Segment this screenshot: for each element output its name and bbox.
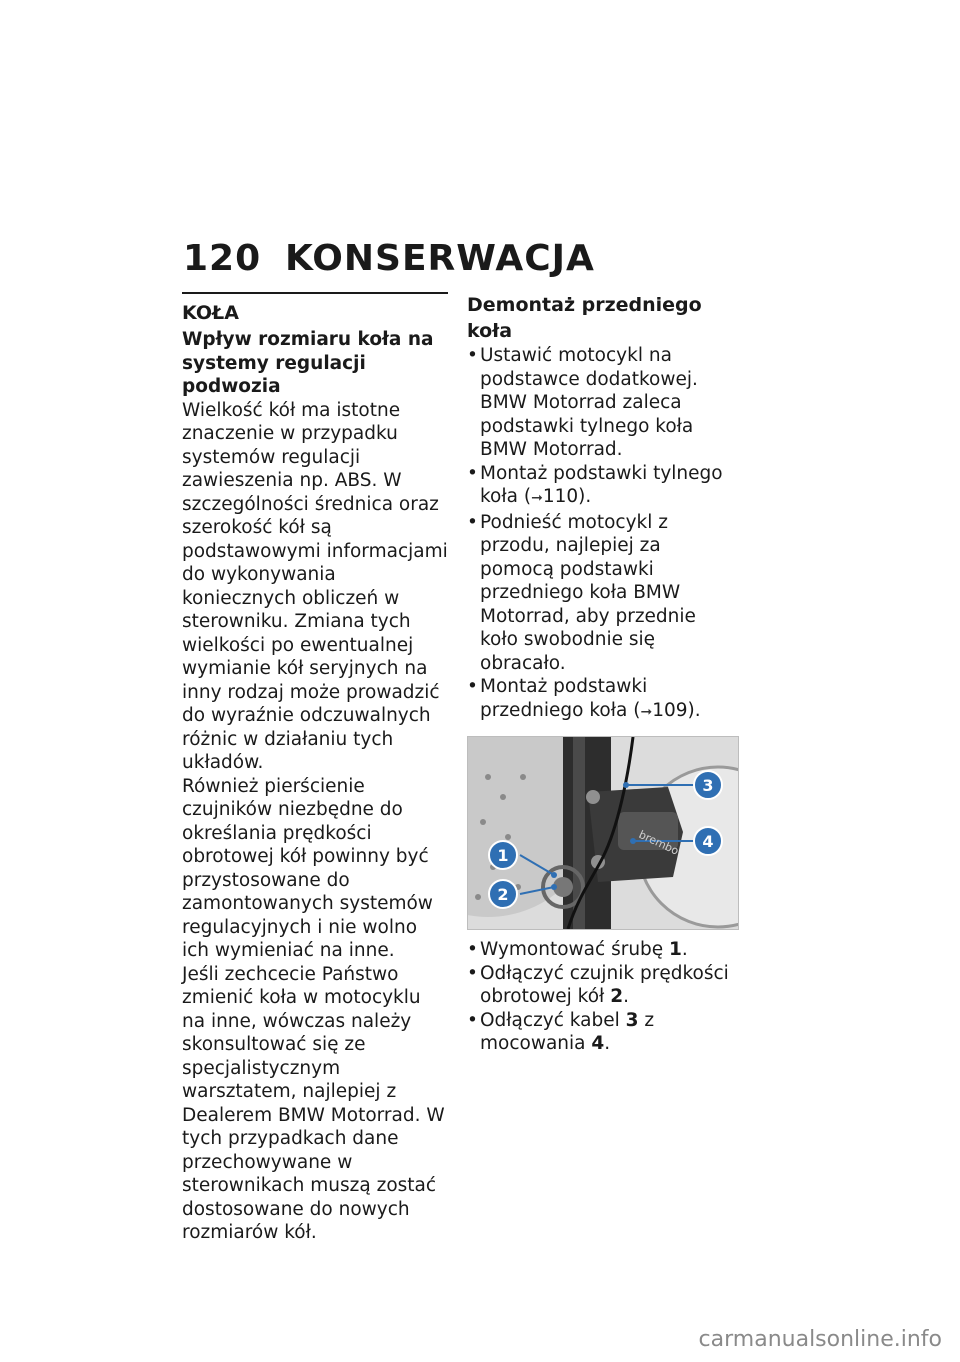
- subsection-title: Wpływ rozmiaru koła na systemy regulacji podwozia: [182, 329, 434, 397]
- brake-assembly-illustration: [468, 737, 738, 929]
- steps-list-before: [467, 344, 739, 724]
- paragraph-2: Również pierścienie czujników niezbędne do określania prędkości obrotowej kół powinny być przystosowane do zamontowanych systemów regulacyjnych i nie wolno ich wymieniać na inne.: [182, 775, 433, 961]
- page-ref[interactable]: 110: [542, 486, 579, 507]
- step-item: • Montaż podstawki przedniego koła (➞109).: [467, 675, 739, 724]
- page-header: [183, 238, 595, 279]
- section-title: KOŁA: [182, 302, 239, 324]
- steps-list-after: [467, 938, 739, 1056]
- step-item: • Ustawić motocykl na podstawce dodatkowej. BMW Motorrad zaleca podstawki tylnego koła BMW Motorrad.: [467, 344, 739, 462]
- step-item: • Odłączyć kabel 3 z mocowania 4.: [467, 1009, 739, 1056]
- callout-4: 4: [702, 832, 714, 851]
- step-item: • Wymontować śrubę 1.: [467, 938, 739, 962]
- right-column: [467, 292, 739, 1056]
- callout-2: 2: [497, 885, 509, 904]
- callout-1: 1: [497, 846, 509, 865]
- step-item: • Odłączyć czujnik prędkości obrotowej kół 2.: [467, 962, 739, 1009]
- paragraph-3: Jeśli zechcecie Państwo zmienić koła w motocyklu na inne, wówczas należy skonsultować się ze specjalistycznym warsztatem, najlepiej z Dealerem BMW Motorrad. W tych przypadkach dane przechowywane w sterownikach muszą zostać dostosowane do nowych rozmiarów kół.: [182, 963, 445, 1243]
- chapter-title: KONSERWACJA: [285, 238, 595, 279]
- front-wheel-figure: [467, 736, 739, 930]
- step-item: • Montaż podstawki tylnego koła (➞110).: [467, 462, 739, 511]
- page-ref-arrow-icon[interactable]: ➞: [640, 703, 653, 720]
- caliper-brand-label: brembo: [636, 827, 681, 858]
- section-rule: [182, 292, 448, 294]
- paragraph-1: Wielkość kół ma istotne znaczenie w przypadku systemów regulacji zawieszenia np. ABS. W szczególności średnica oraz szerokość kół są podstawowymi informacjami do wykonywania koniecznych obliczeń w sterowniku. Zmiana tych wielkości po ewentualnej wymianie kół seryjnych na inny rodzaj może prowadzić do wyraźnie odczuwalnych różnic w działaniu tych układów.: [182, 399, 448, 773]
- page-ref[interactable]: 109: [652, 699, 688, 721]
- callout-3: 3: [702, 776, 714, 795]
- page-ref-arrow-icon[interactable]: ➞: [531, 490, 543, 506]
- removal-title: Demontaż przedniego koła: [467, 294, 702, 342]
- watermark: carmanualsonline.info: [698, 1327, 942, 1352]
- page-number: 120: [183, 238, 262, 279]
- left-column: [182, 292, 448, 1245]
- step-item: • Podnieść motocykl z przodu, najlepiej za pomocą podstawki przedniego koła BMW Motorrad, aby przednie koło swobodnie się obracało.: [467, 511, 739, 676]
